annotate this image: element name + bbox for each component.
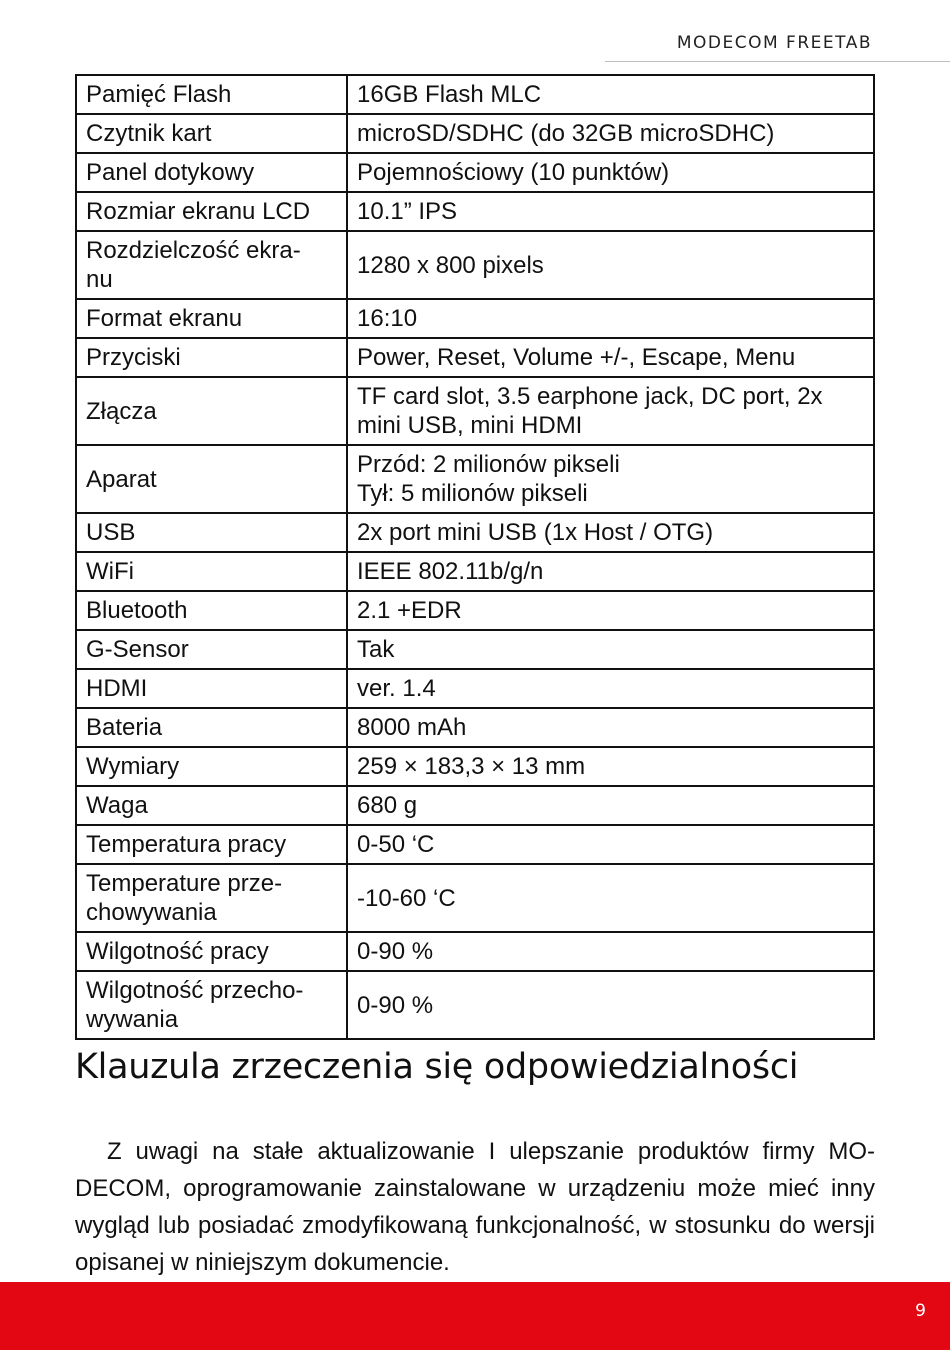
spec-value: Power, Reset, Volume +/-, Escape, Menu (347, 338, 874, 377)
spec-label: Wilgotność pracy (76, 932, 347, 971)
spec-label: Wilgotność przecho- wywania (76, 971, 347, 1039)
page-number: 9 (915, 1301, 926, 1321)
spec-label: HDMI (76, 669, 347, 708)
table-row (76, 513, 874, 552)
spec-label: Waga (76, 786, 347, 825)
section-heading: Klauzula zrzeczenia się odpowiedzialności (75, 1047, 799, 1087)
spec-value: ver. 1.4 (347, 669, 874, 708)
table-row (76, 75, 874, 114)
spec-value: 0-90 % (347, 932, 874, 971)
spec-label: Pamięć Flash (76, 75, 347, 114)
spec-value: 259 × 183,3 × 13 mm (347, 747, 874, 786)
table-row (76, 747, 874, 786)
spec-label: Format ekranu (76, 299, 347, 338)
spec-value: 16:10 (347, 299, 874, 338)
spec-value: IEEE 802.11b/g/n (347, 552, 874, 591)
spec-label: USB (76, 513, 347, 552)
table-row (76, 445, 874, 513)
spec-value: 1280 x 800 pixels (347, 231, 874, 299)
spec-label: Wymiary (76, 747, 347, 786)
spec-table (75, 74, 875, 1040)
table-row (76, 786, 874, 825)
spec-label: Bateria (76, 708, 347, 747)
table-row (76, 552, 874, 591)
spec-value: Pojemnościowy (10 punktów) (347, 153, 874, 192)
table-row (76, 377, 874, 445)
table-row (76, 192, 874, 231)
table-row (76, 971, 874, 1039)
spec-label: Przyciski (76, 338, 347, 377)
spec-label: Złącza (76, 377, 347, 445)
spec-table-body (76, 75, 874, 1039)
spec-label: Rozdzielczość ekra- nu (76, 231, 347, 299)
spec-value: Przód: 2 milionów pikseli Tył: 5 milionów pikseli (347, 445, 874, 513)
spec-value: 0-90 % (347, 971, 874, 1039)
spec-value: 2x port mini USB (1x Host / OTG) (347, 513, 874, 552)
spec-label: WiFi (76, 552, 347, 591)
spec-label: Panel dotykowy (76, 153, 347, 192)
table-row (76, 299, 874, 338)
table-row (76, 338, 874, 377)
table-row (76, 669, 874, 708)
table-row (76, 864, 874, 932)
table-row (76, 630, 874, 669)
spec-label: G-Sensor (76, 630, 347, 669)
footer-band (0, 1282, 950, 1350)
table-row (76, 825, 874, 864)
spec-label: Temperature prze- chowywania (76, 864, 347, 932)
spec-value: -10-60 ‘C (347, 864, 874, 932)
spec-value: 2.1 +EDR (347, 591, 874, 630)
spec-value: 10.1” IPS (347, 192, 874, 231)
spec-label: Aparat (76, 445, 347, 513)
spec-value: TF card slot, 3.5 earphone jack, DC port, 2x mini USB, mini HDMI (347, 377, 874, 445)
table-row (76, 114, 874, 153)
header-divider (605, 61, 950, 62)
spec-label: Temperatura pracy (76, 825, 347, 864)
disclaimer-paragraph: Z uwagi na stałe aktualizowanie I ulepszanie produktów firmy MO-DECOM, oprogramowanie zainstalowane w urządzeniu może mieć inny wygląd lub posiadać zmodyfikowaną funkcjonalność, w stosunku do wersji opisanej w niniejszym dokumencie. (75, 1138, 875, 1276)
spec-value: 680 g (347, 786, 874, 825)
spec-label: Czytnik kart (76, 114, 347, 153)
spec-value: 8000 mAh (347, 708, 874, 747)
table-row (76, 591, 874, 630)
header-brand: MODECOM FREETAB (676, 33, 872, 53)
table-row (76, 153, 874, 192)
spec-value: 0-50 ‘C (347, 825, 874, 864)
table-row (76, 932, 874, 971)
spec-value: microSD/SDHC (do 32GB microSDHC) (347, 114, 874, 153)
spec-label: Rozmiar ekranu LCD (76, 192, 347, 231)
spec-value: 16GB Flash MLC (347, 75, 874, 114)
spec-label: Bluetooth (76, 591, 347, 630)
table-row (76, 231, 874, 299)
table-row (76, 708, 874, 747)
spec-value: Tak (347, 630, 874, 669)
